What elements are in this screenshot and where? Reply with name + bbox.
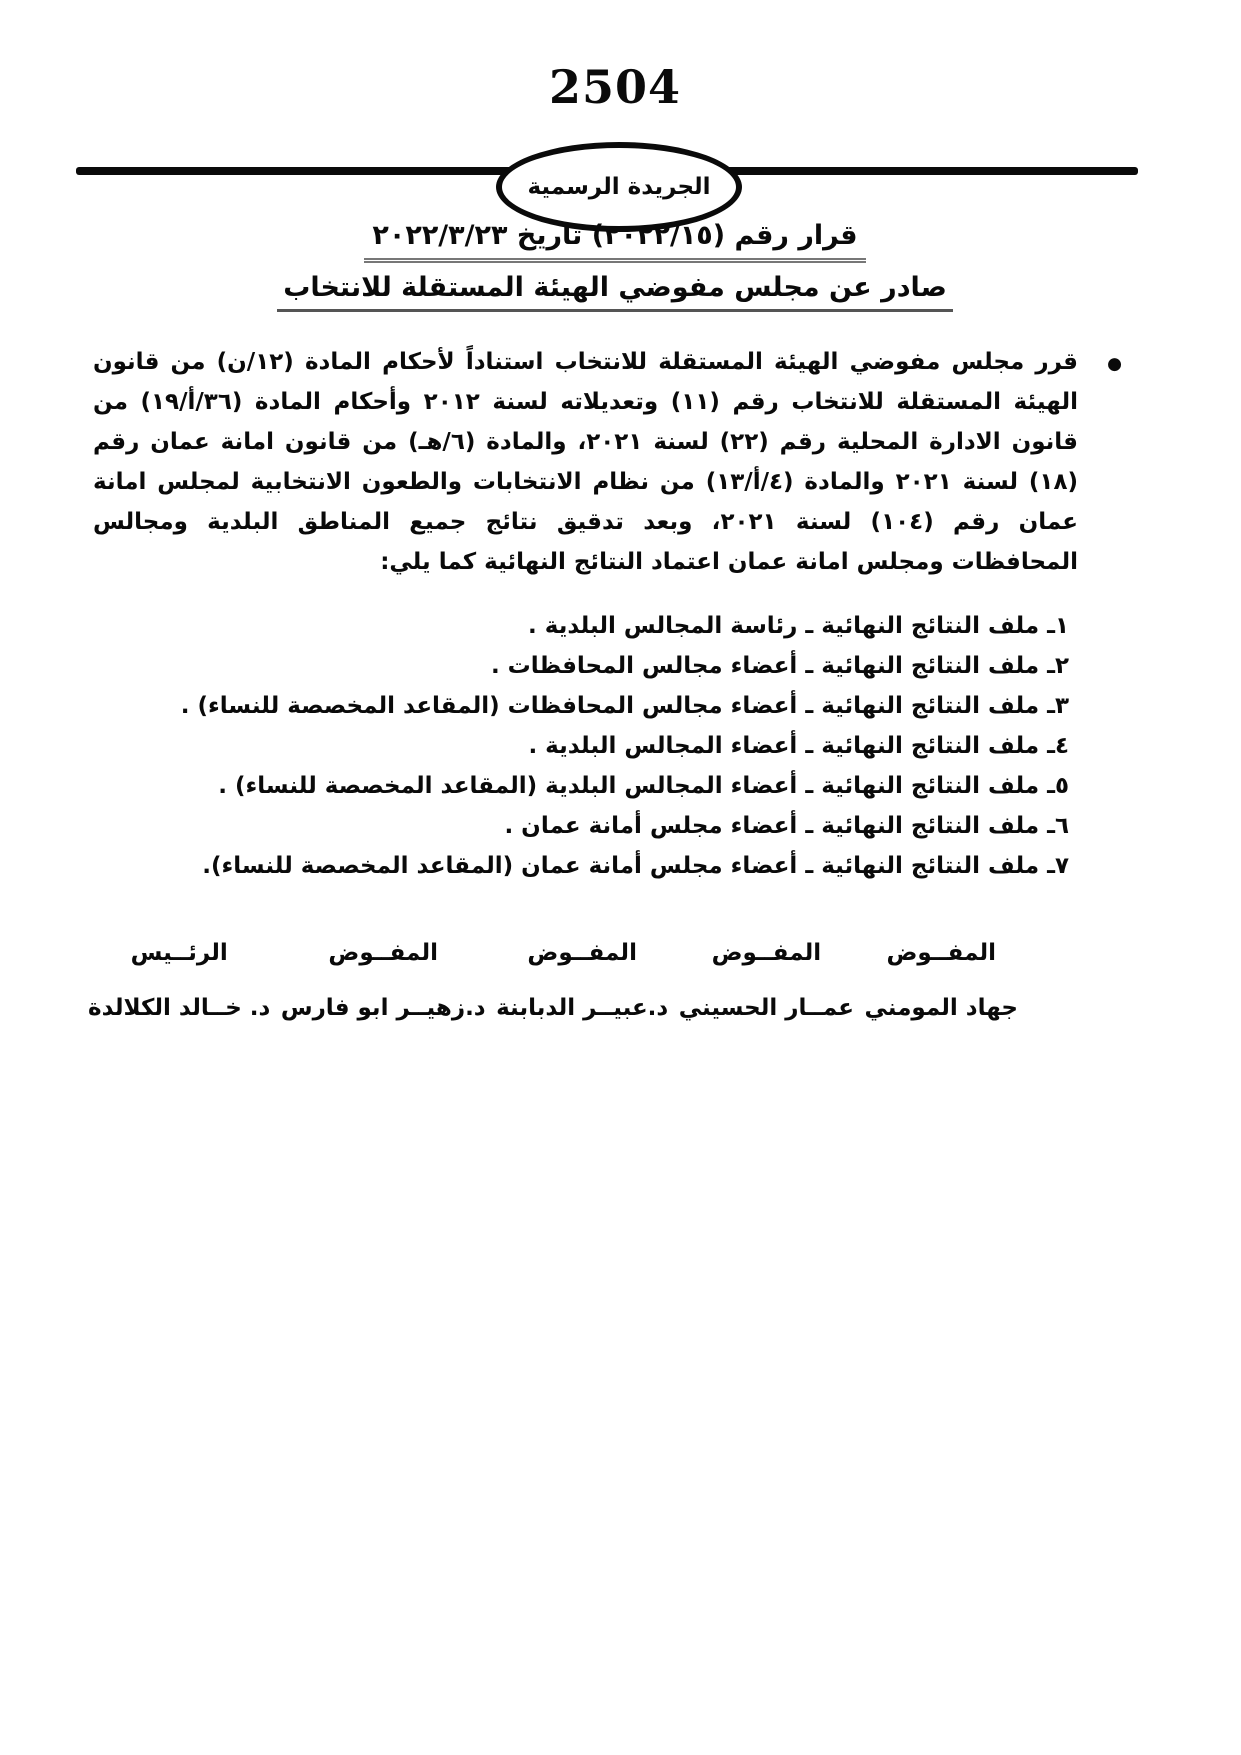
list-item: ٢ـ ملف النتائج النهائية ـ أعضاء مجالس المحافظات .: [490, 653, 1069, 679]
list-item: ٦ـ ملف النتائج النهائية ـ أعضاء مجلس أمانة عمان .: [504, 813, 1069, 839]
decision-title-row: [0, 220, 1230, 263]
list-item: ٥ـ ملف النتائج النهائية ـ أعضاء المجالس البلدية (المقاعد المخصصة للنساء) .: [218, 773, 1069, 799]
signatory-column: [88, 940, 270, 1021]
signatory-name: د.عبيــر الدبابنة: [496, 995, 669, 1021]
signatory-name: عمــار الحسيني: [678, 995, 855, 1021]
signatory-title: الرئــيس: [130, 940, 228, 966]
signatory-column: [865, 940, 1018, 1021]
signatory-column: [281, 940, 486, 1021]
list-item: ٤ـ ملف النتائج النهائية ـ أعضاء المجالس البلدية .: [528, 733, 1069, 759]
signatory-name: جهاد المومني: [864, 995, 1018, 1021]
signatory-title: المفــوض: [328, 940, 438, 966]
signatory-title: المفــوض: [711, 940, 822, 966]
final-results-list: [94, 606, 1069, 886]
signatory-title: المفــوض: [527, 940, 637, 966]
signature-block: [88, 940, 1018, 1021]
page-number: 2504: [548, 60, 682, 114]
signatory-column: [496, 940, 668, 1021]
signatory-name: د. خــالد الكلالدة: [88, 995, 271, 1021]
list-item: ١ـ ملف النتائج النهائية ـ رئاسة المجالس البلدية .: [528, 613, 1069, 639]
signatory-title: المفــوض: [886, 940, 997, 966]
gazette-banner-label: الجريدة الرسمية: [527, 174, 711, 200]
list-item: ٣ـ ملف النتائج النهائية ـ أعضاء مجالس المحافظات (المقاعد المخصصة للنساء) .: [180, 693, 1069, 719]
bullet-icon: ●: [1107, 354, 1122, 374]
decision-number-title: قرار رقم (٢٠٢٢/١٥) تاريخ ٢٠٢٢/٣/٢٣: [364, 220, 865, 263]
decision-subtitle-row: [0, 272, 1230, 312]
signatory-column: [679, 940, 854, 1021]
list-item: ٧ـ ملف النتائج النهائية ـ أعضاء مجلس أمانة عمان (المقاعد المخصصة للنساء).: [202, 853, 1069, 879]
decision-title-block: [0, 220, 1230, 312]
decision-body-text: قرر مجلس مفوضي الهيئة المستقلة للانتخاب استناداً لأحكام المادة (١٢/ن) من قانون الهيئة المستقلة للانتخاب رقم (١١) وتعديلاته لسنة ٢٠١٢ وأحكام المادة (٣٦/أ/١٩) من قانون الادارة المحلية رقم (٢٢) لسنة ٢٠٢١، والمادة (٦/هـ) من قانون امانة عمان رقم (١٨) لسنة ٢٠٢١ والمادة (٤/أ/١٣) من نظام الانتخابات والطعون الانتخابية لمجلس امانة عمان رقم (١٠٤) لسنة ٢٠٢١، وبعد تدقيق نتائج جميع المناطق البلدية ومجالس المحافظات ومجلس امانة عمان اعتماد النتائج النهائية كما يلي:: [93, 349, 1079, 575]
signatory-name: د.زهيــر ابو فارس: [280, 995, 486, 1021]
decision-body-paragraph: [93, 342, 1122, 582]
decision-issuer-subtitle: صادر عن مجلس مفوضي الهيئة المستقلة للانتخاب: [277, 272, 953, 312]
gazette-banner-ellipse: [496, 142, 742, 232]
